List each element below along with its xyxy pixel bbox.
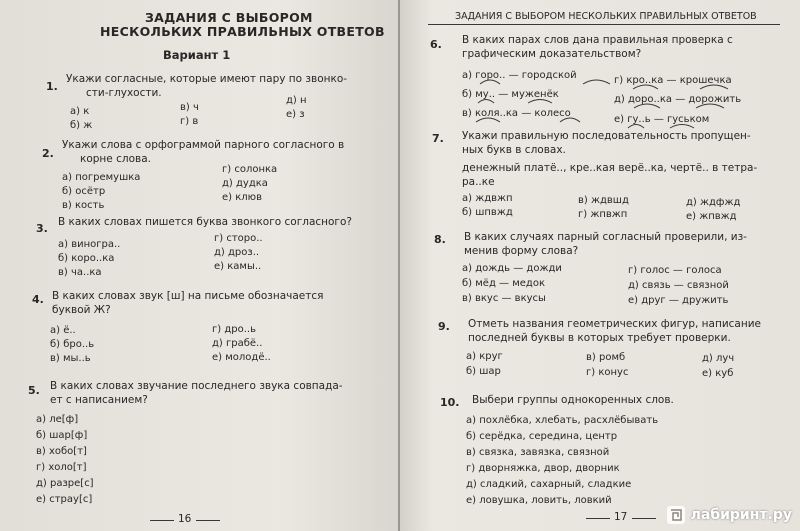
answer-option[interactable]: в) ч — [180, 102, 199, 113]
answer-option[interactable]: а) к — [70, 106, 90, 117]
answer-option[interactable]: в) кость — [62, 200, 105, 211]
question-number: 10. — [440, 396, 460, 409]
question-number: 1. — [46, 80, 58, 93]
answer-option[interactable]: г) жпвжп — [578, 209, 628, 220]
question-text: Укажи слова с орфограммой парного согласного в — [62, 139, 345, 151]
answer-option[interactable]: а) горо.. — городской — [462, 70, 577, 81]
answer-option[interactable]: а) ле[ф] — [36, 414, 79, 425]
watermark-logo — [666, 505, 792, 525]
answer-option[interactable]: г) голос — голоса — [628, 265, 722, 276]
answer-option[interactable]: а) ждвжп — [462, 193, 513, 204]
answer-option[interactable]: б) коро..ка — [58, 253, 115, 264]
answer-option[interactable]: д) грабё.. — [212, 338, 263, 349]
page-number-rule — [632, 518, 656, 519]
answer-option[interactable]: в) хобо[т] — [36, 446, 87, 457]
answer-option[interactable]: б) мёд — медок — [462, 278, 545, 289]
answer-option[interactable]: е) ловушка, ловить, ловкий — [466, 495, 612, 506]
question-text: сти-глухости. — [86, 87, 162, 99]
watermark-text: лабиринт.ру — [690, 507, 792, 523]
answer-option[interactable]: е) камы.. — [214, 261, 262, 272]
answer-option[interactable]: в) коля..ка — колесо — [462, 108, 571, 119]
question-text: В каких словах пишется буква звонкого согласного? — [58, 216, 352, 228]
running-header: ЗАДАНИЯ С ВЫБОРОМ НЕСКОЛЬКИХ ПРАВИЛЬНЫХ ОТВЕТОВ — [455, 11, 757, 22]
question-text: В каких парах слов дана правильная проверка с — [462, 34, 733, 46]
answer-option[interactable]: е) гу..ь — гуськом — [614, 114, 710, 125]
question-text: ет с написанием? — [50, 394, 148, 406]
question-number: 3. — [36, 222, 48, 235]
question-text: Укажи согласные, которые имеют пару по звонко- — [66, 73, 348, 85]
question-number: 9. — [438, 320, 450, 333]
answer-option[interactable]: б) му.. — муженёк — [462, 89, 559, 100]
right-page — [400, 0, 800, 531]
page-number: 16 — [178, 513, 192, 525]
question-text: буквой Ж? — [52, 304, 111, 316]
answer-option[interactable]: а) погремушка — [62, 172, 141, 183]
answer-option[interactable]: г) холо[т] — [36, 462, 87, 473]
answer-option[interactable]: д) сладкий, сахарный, сладкие — [466, 479, 632, 490]
answer-option[interactable]: б) шпвжд — [462, 207, 513, 218]
answer-option[interactable]: в) связка, завязка, связной — [466, 447, 610, 458]
question-number: 5. — [28, 384, 40, 397]
question-text: менив форму слова? — [464, 245, 579, 257]
answer-option[interactable]: д) луч — [702, 353, 735, 364]
question-number: 6. — [430, 38, 442, 51]
answer-option[interactable]: а) ё.. — [50, 325, 76, 336]
answer-option[interactable]: д) связь — связной — [628, 280, 729, 291]
answer-option[interactable]: е) куб — [702, 368, 734, 379]
answer-option[interactable]: б) шар — [466, 366, 501, 377]
question-text: В каких словах звучание последнего звука совпада- — [50, 380, 343, 392]
question-number: 8. — [434, 233, 446, 246]
left-page — [0, 0, 398, 531]
question-text: корне слова. — [80, 153, 151, 165]
question-text: Отметь названия геометрических фигур, написание — [468, 318, 762, 330]
answer-option[interactable]: е) з — [286, 109, 305, 120]
answer-option[interactable]: в) мы..ь — [50, 353, 91, 364]
answer-option[interactable]: е) молодё.. — [212, 352, 271, 363]
answer-option[interactable]: б) бро..ь — [50, 339, 95, 350]
answer-option[interactable]: д) разре[с] — [36, 478, 94, 489]
page-number-rule — [586, 518, 610, 519]
question-number: 7. — [432, 132, 444, 145]
labyrinth-icon — [666, 505, 686, 525]
answer-option[interactable]: е) друг — дружить — [628, 295, 729, 306]
answer-option[interactable]: а) круг — [466, 351, 503, 362]
answer-option[interactable]: в) ромб — [586, 352, 626, 363]
answer-option[interactable]: г) солонка — [222, 164, 278, 175]
page-number-rule — [150, 520, 174, 521]
page-number-rule — [196, 520, 220, 521]
answer-option[interactable]: б) серёдка, середина, центр — [466, 431, 618, 442]
answer-option[interactable]: е) клюв — [222, 192, 262, 203]
question-text: В каких случаях парный согласный проверили, из- — [464, 231, 747, 243]
graphic-proof-marks — [400, 0, 800, 140]
answer-option[interactable]: г) дворняжка, двор, дворник — [466, 463, 620, 474]
answer-option[interactable]: б) шар[ф] — [36, 430, 88, 441]
page-number: 17 — [614, 511, 628, 523]
answer-option[interactable]: в) вкус — вкусы — [462, 293, 546, 304]
answer-option[interactable]: д) дроз.. — [214, 247, 260, 258]
answer-option[interactable]: г) сторо.. — [214, 233, 263, 244]
answer-option[interactable]: а) дождь — дожди — [462, 263, 562, 274]
answer-option[interactable]: г) в — [180, 116, 199, 127]
question-text: ра..ке — [462, 176, 495, 188]
answer-option[interactable]: д) н — [286, 95, 307, 106]
question-number: 4. — [32, 293, 44, 306]
answer-option[interactable]: е) страу[с] — [36, 494, 93, 505]
question-text: Выбери группы однокоренных слов. — [472, 394, 674, 406]
answer-option[interactable]: б) осётр — [62, 186, 106, 197]
variant-heading: Вариант 1 — [163, 48, 231, 62]
question-text: последней буквы в которых требует проверки. — [468, 332, 731, 344]
answer-option[interactable]: б) ж — [70, 120, 93, 131]
question-text: ных букв в словах. — [462, 144, 566, 156]
answer-option[interactable]: а) похлёбка, хлебать, расхлёбывать — [466, 415, 659, 426]
answer-option[interactable]: д) дудка — [222, 178, 268, 189]
question-text: В каких словах звук [ш] на письме обозначается — [52, 290, 324, 302]
answer-option[interactable]: в) ча..ка — [58, 267, 102, 278]
answer-option[interactable]: в) ждвшд — [578, 195, 629, 206]
question-text: денежный платё.., кре..кая верё..ка, чертё.. в тетра- — [462, 162, 758, 174]
left-title-line-1: ЗАДАНИЯ С ВЫБОРОМ — [145, 10, 313, 25]
question-number: 2. — [42, 147, 54, 160]
answer-option[interactable]: г) конус — [586, 367, 629, 378]
answer-option[interactable]: д) ждфжд — [686, 197, 741, 208]
answer-option[interactable]: г) дро..ь — [212, 324, 256, 335]
answer-option[interactable]: а) виногра.. — [58, 239, 121, 250]
answer-option[interactable]: е) жпвжд — [686, 211, 737, 222]
answer-option[interactable]: д) доро..ка — дорожить — [614, 94, 742, 105]
left-title-line-2: НЕСКОЛЬКИХ ПРАВИЛЬНЫХ ОТВЕТОВ — [100, 24, 385, 39]
question-text: графическим доказательством? — [462, 48, 642, 60]
answer-option[interactable]: г) кро..ка — крошечка — [614, 75, 732, 86]
question-text: Укажи правильную последовательность пропущен- — [462, 130, 751, 142]
